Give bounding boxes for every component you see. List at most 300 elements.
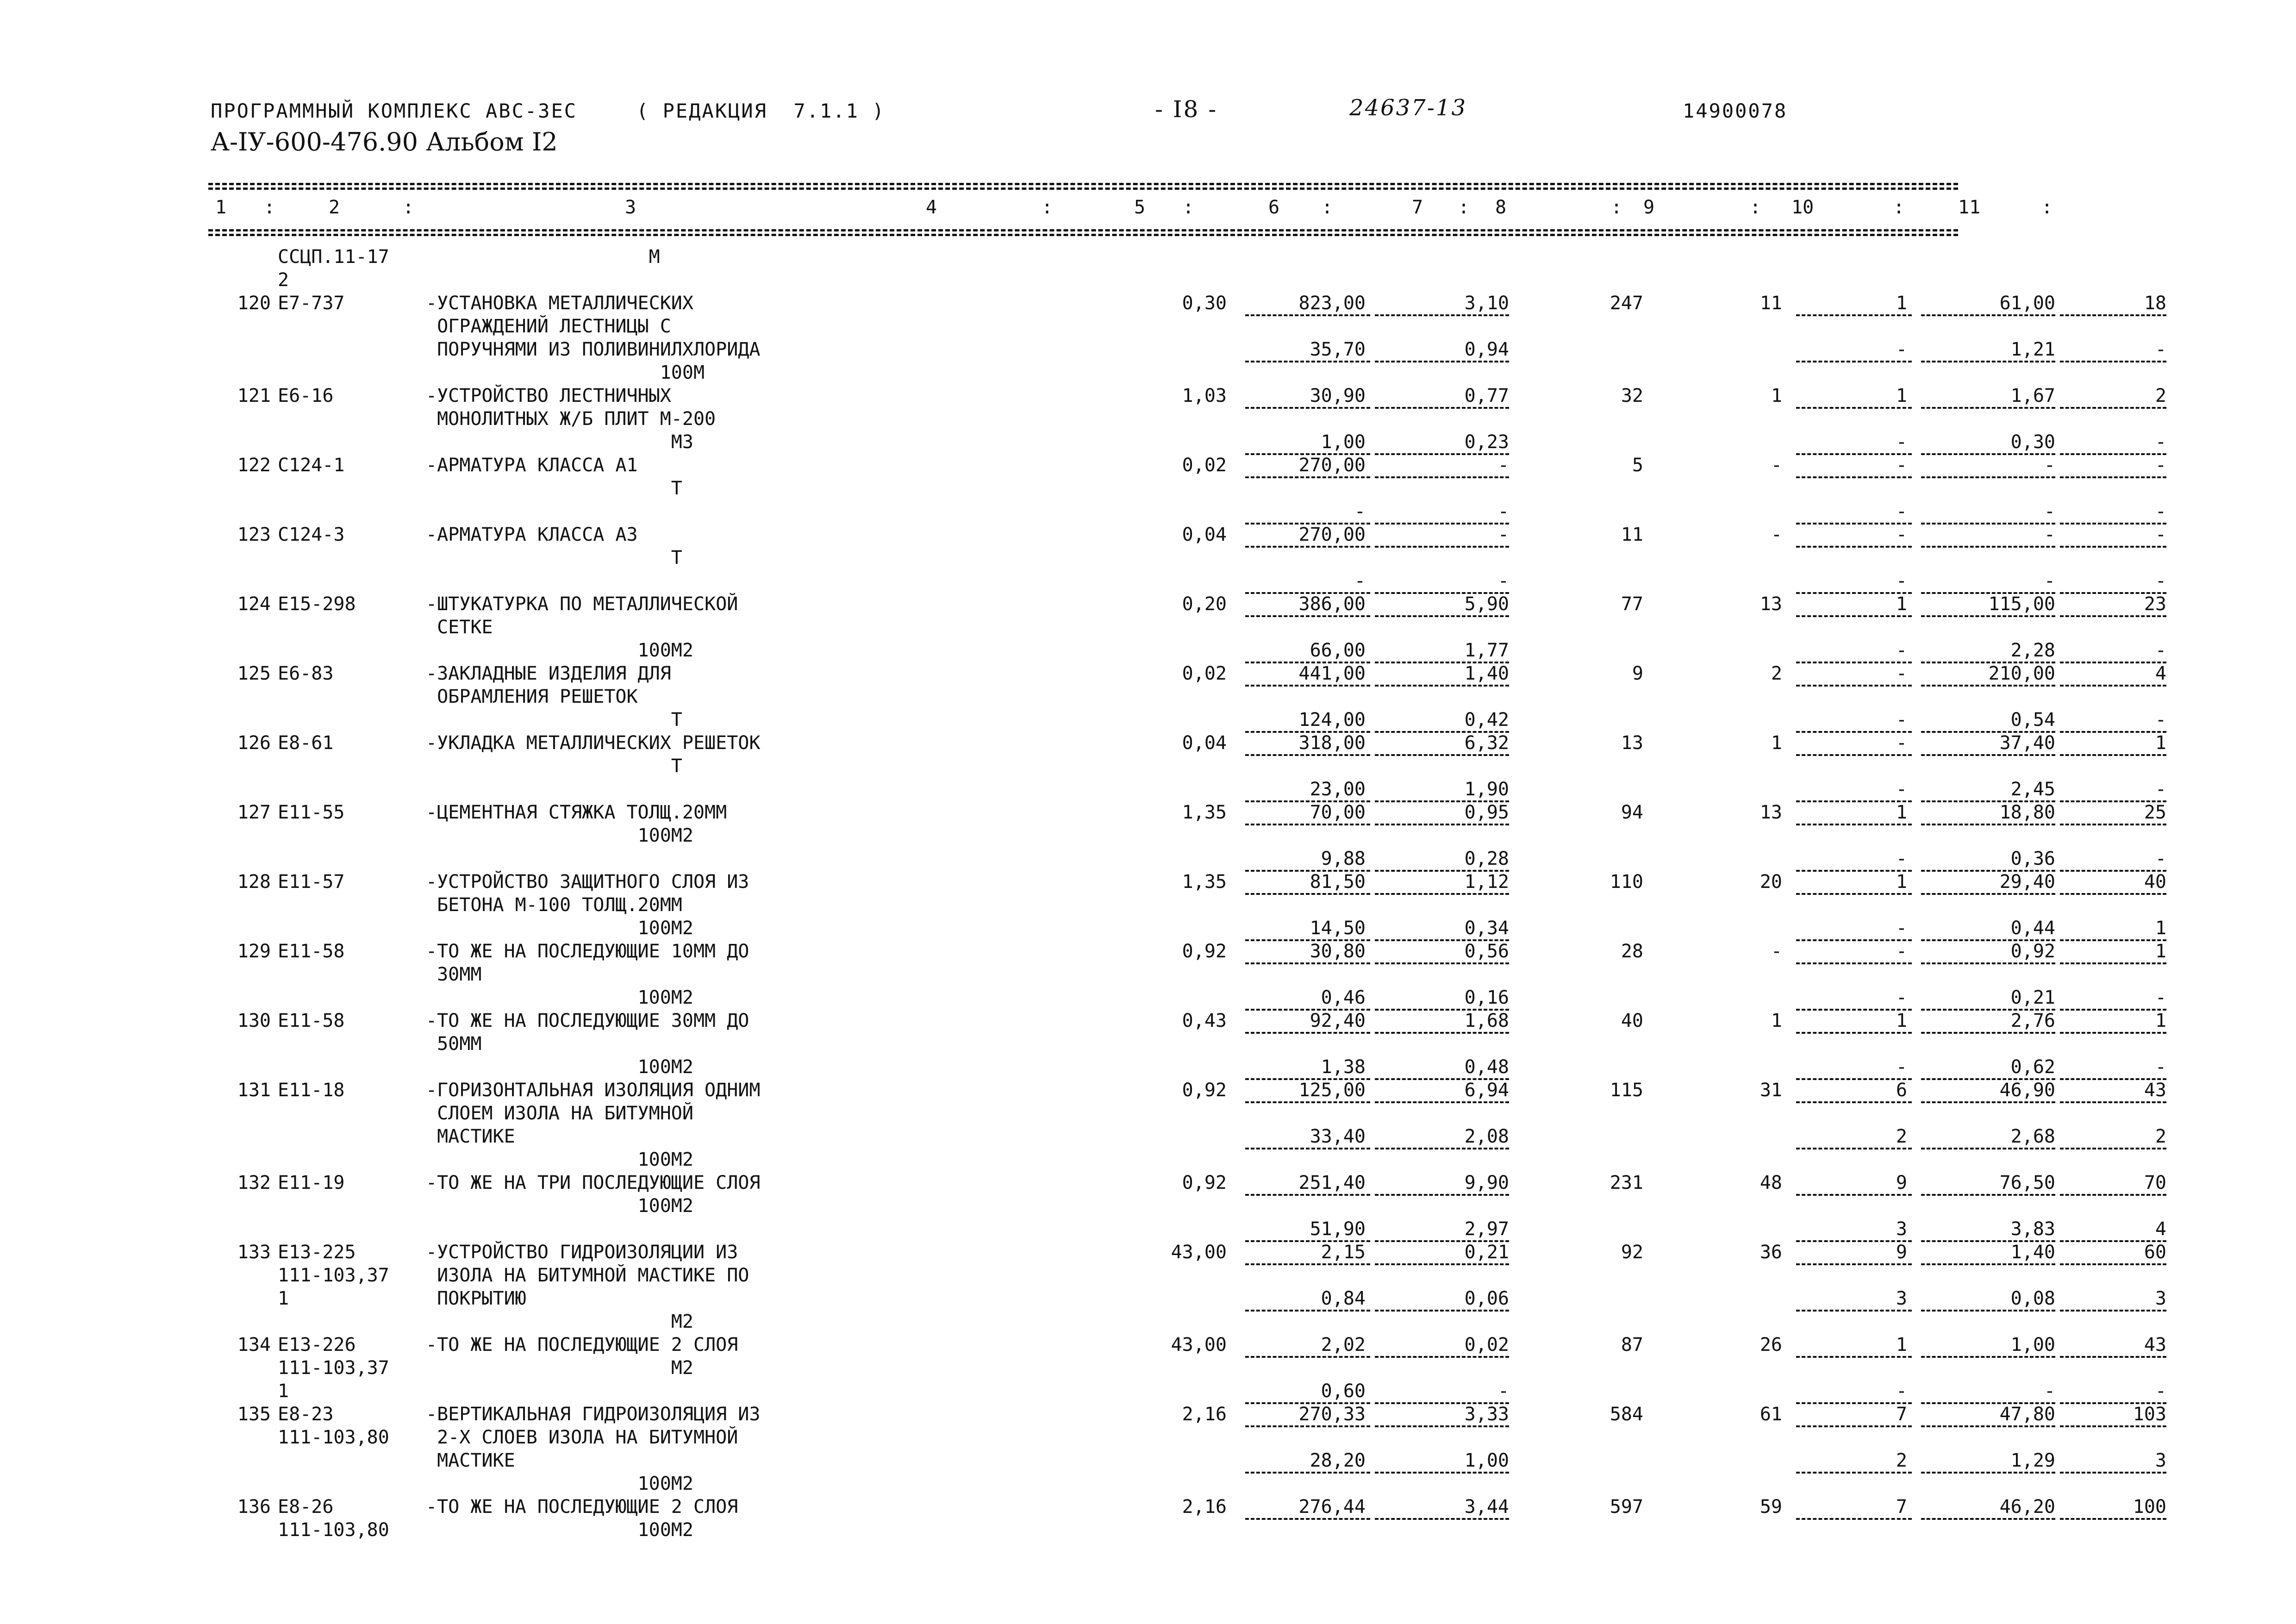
cell-c8: 1 — [1771, 732, 1782, 754]
cell-c1: 125 — [237, 663, 271, 684]
cell-c5: 270,00 — [1298, 524, 1366, 545]
cell-c11: 18 — [2144, 293, 2166, 314]
cell-c10: 0,44 — [2010, 918, 2055, 939]
cell-c3: МОНОЛИТНЫХ Ж/Б ПЛИТ М-200 — [426, 408, 716, 430]
cell-c3: БЕТОНА М-100 ТОЛЩ.20ММ — [426, 894, 682, 916]
cell-c11: 2 — [2155, 1126, 2166, 1147]
dash-separator — [2060, 1518, 2166, 1520]
dash-separator — [2060, 962, 2166, 964]
cell-c2: Е13-226 — [278, 1334, 356, 1355]
row-line — [208, 893, 1958, 917]
cell-c8: - — [1771, 524, 1782, 545]
cell-c11: - — [2155, 501, 2166, 522]
cell-c9: 9 — [1896, 1172, 1907, 1193]
dash-separator — [2060, 1472, 2166, 1474]
dash-separator — [2060, 615, 2166, 617]
cell-c9: - — [1896, 339, 1907, 360]
cell-c10: 37,40 — [1999, 732, 2055, 754]
dash-separator — [2060, 1032, 2166, 1034]
cell-c10: - — [2044, 524, 2055, 545]
column-separator: : — [264, 197, 275, 218]
cell-c11: 2 — [2155, 385, 2166, 406]
cell-c4: 2,16 — [1182, 1404, 1227, 1425]
cell-c10: - — [2044, 501, 2055, 522]
cell-c11: 43 — [2144, 1334, 2166, 1355]
cell-c4: 0,02 — [1182, 663, 1227, 684]
row-line — [208, 685, 1958, 708]
cell-c5: 23,00 — [1310, 779, 1366, 800]
cell-c11: - — [2155, 640, 2166, 661]
cell-c9: 1 — [1896, 802, 1907, 823]
cell-c4: 43,00 — [1171, 1334, 1227, 1355]
cell-c10: 2,68 — [2010, 1126, 2055, 1147]
cell-c10: 46,90 — [1999, 1080, 2055, 1101]
cell-c3: МАСТИКЕ — [426, 1450, 515, 1471]
cell-c1: 124 — [237, 593, 271, 615]
row-line — [208, 292, 2166, 315]
cell-c2: Е8-23 — [278, 1404, 334, 1425]
cell-c1: 136 — [237, 1496, 271, 1518]
cell-c9: - — [1896, 431, 1907, 453]
cell-c10: - — [2044, 1380, 2055, 1402]
cell-c6: 0,23 — [1464, 431, 1509, 453]
cell-c4: 0,02 — [1182, 455, 1227, 476]
cell-c7: 584 — [1610, 1404, 1643, 1425]
column-separator: : — [1611, 197, 1622, 218]
dash-separator — [2060, 1356, 2166, 1358]
cell-c4: 0,20 — [1182, 593, 1227, 615]
cell-c5: 0,84 — [1321, 1288, 1366, 1309]
row-line — [208, 917, 2166, 940]
cell-c6: 0,28 — [1464, 848, 1509, 869]
cell-c10: 0,30 — [2010, 431, 2055, 453]
row-line — [208, 639, 2166, 662]
column-header-7: 7 — [1412, 197, 1423, 218]
cell-c3: -УКЛАДКА МЕТАЛЛИЧЕСКИХ РЕШЕТОК — [426, 732, 761, 754]
cell-c6: 6,32 — [1464, 732, 1509, 754]
row-line — [208, 269, 1958, 292]
row-line — [208, 1218, 2166, 1241]
table-row — [208, 1241, 2166, 1333]
table-row — [208, 731, 2166, 801]
cell-c3: -ГОРИЗОНТАЛЬНАЯ ИЗОЛЯЦИЯ ОДНИМ — [426, 1080, 761, 1101]
cell-c7: 87 — [1621, 1334, 1643, 1355]
cell-c3: 100М2 — [426, 918, 693, 939]
table-row — [208, 384, 2166, 454]
row-line — [208, 546, 1958, 569]
column-header-8: 8 — [1495, 197, 1507, 218]
row-line — [208, 1403, 2166, 1426]
cell-c7: 28 — [1621, 941, 1643, 962]
cell-c9: - — [1896, 732, 1907, 754]
page-header — [211, 95, 1831, 127]
cell-c10: 61,00 — [1999, 293, 2055, 314]
cell-c6: 3,33 — [1464, 1404, 1509, 1425]
cell-c4: 0,04 — [1182, 524, 1227, 545]
cell-c11: 70 — [2144, 1172, 2166, 1193]
cell-c6: 1,77 — [1464, 640, 1509, 661]
dash-separator — [2060, 754, 2166, 756]
cell-c8: 13 — [1759, 802, 1782, 823]
cell-c8: - — [1771, 455, 1782, 476]
dash-separator — [2060, 1310, 2166, 1312]
cell-c5: - — [1354, 570, 1366, 592]
cell-c3: -УСТРОЙСТВО ЛЕСТНИЧНЫХ — [426, 385, 671, 406]
cell-c11: 1 — [2155, 941, 2166, 962]
cell-c4: 1,35 — [1182, 871, 1227, 893]
dash-separator — [2060, 1263, 2166, 1265]
cell-c5: 9,88 — [1321, 848, 1366, 869]
header-rule — [208, 229, 1958, 231]
column-separator: : — [403, 197, 414, 218]
cell-c8: 31 — [1759, 1080, 1782, 1101]
row-line — [208, 731, 2166, 755]
cell-c6: 1,90 — [1464, 779, 1509, 800]
cell-c5: 276,44 — [1298, 1496, 1366, 1518]
cell-c5: 441,00 — [1298, 663, 1366, 684]
cell-c11: 3 — [2155, 1450, 2166, 1471]
cell-c9: - — [1896, 663, 1907, 684]
dash-separator — [2060, 893, 2166, 895]
cell-c4: 1,35 — [1182, 802, 1227, 823]
cell-c10: - — [2044, 570, 2055, 592]
program-title: ПРОГРАММНЫЙ КОМПЛЕКС АВС-ЗЕС — [211, 100, 578, 122]
cell-c5: 33,40 — [1310, 1126, 1366, 1147]
cell-c3: 2-Х СЛОЕВ ИЗОЛА НА БИТУМНОЙ — [426, 1427, 738, 1448]
cell-c10: - — [2044, 455, 2055, 476]
cell-c7: 13 — [1621, 732, 1643, 754]
cell-c10: 76,50 — [1999, 1172, 2055, 1193]
column-separator: : — [2041, 197, 2053, 218]
cell-c6: - — [1497, 570, 1509, 592]
cell-c4: 0,04 — [1182, 732, 1227, 754]
cell-c5: 125,00 — [1298, 1080, 1366, 1101]
cell-c10: 1,40 — [2010, 1242, 2055, 1263]
cell-c9: - — [1896, 1056, 1907, 1078]
table-row — [208, 1495, 2166, 1542]
cell-c2: Е11-18 — [278, 1080, 345, 1101]
cell-c11: 40 — [2144, 871, 2166, 893]
cell-c5: 0,60 — [1321, 1380, 1366, 1402]
cell-c11: - — [2155, 848, 2166, 869]
cell-c3: М2 — [426, 1357, 693, 1379]
cell-c4: 0,92 — [1182, 1172, 1227, 1193]
dash-separator — [2060, 476, 2166, 478]
row-line — [208, 593, 2166, 616]
cell-c2: 1 — [278, 1288, 289, 1309]
row-line — [208, 778, 2166, 801]
cell-c2: Е8-61 — [278, 732, 334, 754]
table-row — [208, 1333, 2166, 1403]
cell-c11: 1 — [2155, 1010, 2166, 1031]
cell-c11: - — [2155, 987, 2166, 1008]
cell-c11: 1 — [2155, 918, 2166, 939]
cell-c11: - — [2155, 1056, 2166, 1078]
cell-c10: 1,29 — [2010, 1450, 2055, 1471]
cell-c8: 48 — [1759, 1172, 1782, 1193]
cell-c10: 2,28 — [2010, 640, 2055, 661]
cell-c9: - — [1896, 779, 1907, 800]
cell-c7: 32 — [1621, 385, 1643, 406]
cell-c6: 1,12 — [1464, 871, 1509, 893]
cell-c6: - — [1497, 1380, 1509, 1402]
cell-c9: 3 — [1896, 1218, 1907, 1240]
row-line — [208, 963, 1958, 986]
cell-c7: 115 — [1610, 1080, 1643, 1101]
table-row — [208, 870, 2166, 940]
table-row — [208, 801, 2166, 870]
table-row — [208, 245, 1958, 292]
cell-c10: 0,21 — [2010, 987, 2055, 1008]
cell-c6: 1,40 — [1464, 663, 1509, 684]
cell-c1: 121 — [237, 385, 271, 406]
cell-c2: Е15-298 — [278, 593, 356, 615]
cell-c10: 29,40 — [1999, 871, 2055, 893]
row-line — [208, 361, 1958, 384]
cell-c2: 1 — [278, 1380, 289, 1402]
cell-c7: 5 — [1632, 455, 1643, 476]
column-separator: : — [1322, 197, 1333, 218]
cell-c6: 1,68 — [1464, 1010, 1509, 1031]
cell-c3: -ШТУКАТУРКА ПО МЕТАЛЛИЧЕСКОЙ — [426, 593, 738, 615]
cell-c6: 0,02 — [1464, 1334, 1509, 1355]
row-line — [208, 1472, 1958, 1495]
cell-c2: 111-103,80 — [278, 1519, 389, 1541]
cell-c6: 9,90 — [1464, 1172, 1509, 1193]
cell-c9: - — [1896, 524, 1907, 545]
cell-c11: - — [2155, 1380, 2166, 1402]
row-line — [208, 1426, 1958, 1449]
dash-separator — [2060, 1101, 2166, 1103]
cell-c1: 120 — [237, 293, 271, 314]
cell-c3: ИЗОЛА НА БИТУМНОЙ МАСТИКЕ ПО — [426, 1265, 749, 1286]
cell-c5: 66,00 — [1310, 640, 1366, 661]
cell-c3: МАСТИКЕ — [426, 1126, 515, 1147]
row-line — [208, 870, 2166, 893]
row-line — [208, 708, 2166, 731]
cell-c2: Е8-26 — [278, 1496, 334, 1518]
cell-c5: - — [1354, 501, 1366, 522]
cell-c7: 110 — [1610, 871, 1643, 893]
cell-c3: СЛОЕМ ИЗОЛА НА БИТУМНОЙ — [426, 1103, 693, 1124]
cell-c3: -АРМАТУРА КЛАССА А3 — [426, 524, 638, 545]
cell-c11: 4 — [2155, 663, 2166, 684]
row-line — [208, 454, 2166, 477]
cell-c7: 92 — [1621, 1242, 1643, 1263]
cell-c3: Т — [426, 756, 682, 777]
cell-c8: 1 — [1771, 1010, 1782, 1031]
cell-c2: Е7-737 — [278, 293, 345, 314]
table-row — [208, 1171, 2166, 1241]
column-header-10: 10 — [1791, 197, 1814, 218]
cell-c1: 126 — [237, 732, 271, 754]
cell-c1: 134 — [237, 1334, 271, 1355]
column-separator: : — [1183, 197, 1194, 218]
cell-c2: 2 — [278, 269, 289, 291]
cell-c6: 1,00 — [1464, 1450, 1509, 1471]
cell-c8: - — [1771, 941, 1782, 962]
cell-c3: -ТО ЖЕ НА ПОСЛЕДУЮЩИЕ 30ММ ДО — [426, 1010, 749, 1031]
cell-c5: 28,20 — [1310, 1450, 1366, 1471]
cell-c6: - — [1497, 455, 1509, 476]
cell-c2: С124-1 — [278, 455, 345, 476]
cell-c9: - — [1896, 918, 1907, 939]
cell-c10: 3,83 — [2010, 1218, 2055, 1240]
cell-c10: 2,76 — [2010, 1010, 2055, 1031]
row-line — [208, 1333, 2166, 1356]
cell-c11: 43 — [2144, 1080, 2166, 1101]
cell-c3: 100М — [426, 362, 705, 383]
cell-c10: 1,67 — [2010, 385, 2055, 406]
cell-c2: 111-103,80 — [278, 1427, 389, 1448]
document-code: 14900078 — [1683, 100, 1788, 122]
top-rule-2 — [208, 187, 1958, 190]
cell-c3: ОБРАМЛЕНИЯ РЕШЕТОК — [426, 686, 638, 707]
cell-c11: - — [2155, 455, 2166, 476]
table-row — [208, 662, 2166, 731]
cell-c2: Е11-57 — [278, 871, 345, 893]
cell-c10: 210,00 — [1988, 663, 2055, 684]
cell-c2: С124-3 — [278, 524, 345, 545]
row-line — [208, 616, 1958, 639]
cell-c9: 1 — [1896, 385, 1907, 406]
cell-c6: 0,42 — [1464, 709, 1509, 731]
column-header-3: 3 — [625, 197, 636, 218]
cell-c4: 2,16 — [1182, 1496, 1227, 1518]
row-line — [208, 1287, 2166, 1310]
column-header-11: 11 — [1958, 197, 1981, 218]
cell-c3: 100М2 — [426, 1519, 693, 1541]
cell-c6: 0,48 — [1464, 1056, 1509, 1078]
cell-c9: - — [1896, 455, 1907, 476]
table-row — [208, 940, 2166, 1009]
cell-c10: 0,36 — [2010, 848, 2055, 869]
row-line — [208, 1449, 2166, 1472]
cell-c8: 11 — [1759, 293, 1782, 314]
cell-c5: 70,00 — [1310, 802, 1366, 823]
cell-c6: 0,95 — [1464, 802, 1509, 823]
column-separator: : — [1458, 197, 1470, 218]
cell-c3: 100М2 — [426, 1473, 693, 1494]
cell-c7: 9 — [1632, 663, 1643, 684]
dash-separator — [2060, 1148, 2166, 1149]
row-line — [208, 824, 1958, 847]
cell-c2: Е11-58 — [278, 1010, 345, 1031]
cell-c3: -ТО ЖЕ НА ПОСЛЕДУЮЩИЕ 2 СЛОЯ — [426, 1334, 738, 1355]
cell-c11: 1 — [2155, 732, 2166, 754]
cell-c1: 135 — [237, 1404, 271, 1425]
cell-c9: 2 — [1896, 1126, 1907, 1147]
cell-c3: -АРМАТУРА КЛАССА А1 — [426, 455, 638, 476]
row-line — [208, 338, 2166, 361]
cell-c3: -ЗАКЛАДНЫЕ ИЗДЕЛИЯ ДЛЯ — [426, 663, 671, 684]
cell-c7: 11 — [1621, 524, 1643, 545]
cell-c9: - — [1896, 941, 1907, 962]
cell-c10: 1,21 — [2010, 339, 2055, 360]
dash-separator — [2060, 1425, 2166, 1427]
row-line — [208, 1102, 1958, 1125]
cell-c6: - — [1497, 501, 1509, 522]
row-line — [208, 1009, 2166, 1032]
cell-c5: 14,50 — [1310, 918, 1366, 939]
cell-c5: 30,90 — [1310, 385, 1366, 406]
row-line — [208, 1125, 2166, 1148]
row-line — [208, 662, 2166, 685]
cell-c3: -УСТРОЙСТВО ГИДРОИЗОЛЯЦИИ ИЗ — [426, 1242, 738, 1263]
cell-c9: 7 — [1896, 1496, 1907, 1518]
cell-c10: 47,80 — [1999, 1404, 2055, 1425]
column-header-9: 9 — [1643, 197, 1655, 218]
dash-separator — [2060, 824, 2166, 825]
cell-c3: 100М2 — [426, 825, 693, 846]
cell-c3: М3 — [426, 431, 693, 453]
row-line — [208, 847, 2166, 870]
row-line — [208, 500, 2166, 523]
cell-c6: 0,16 — [1464, 987, 1509, 1008]
cell-c10: 18,80 — [1999, 802, 2055, 823]
cell-c1: 128 — [237, 871, 271, 893]
cell-c4: 0,43 — [1182, 1010, 1227, 1031]
cell-c3: ПОКРЫТИЮ — [426, 1288, 526, 1309]
cell-c11: 103 — [2133, 1404, 2166, 1425]
cell-c1: 133 — [237, 1242, 271, 1263]
cell-c10: 1,00 — [2010, 1334, 2055, 1355]
row-line — [208, 1518, 1958, 1542]
table-row — [208, 1403, 2166, 1495]
cell-c3: -ТО ЖЕ НА ПОСЛЕДУЮЩИЕ 10ММ ДО — [426, 941, 749, 962]
cell-c5: 270,00 — [1298, 455, 1366, 476]
row-line — [208, 755, 1958, 778]
cell-c5: 30,80 — [1310, 941, 1366, 962]
cell-c11: 3 — [2155, 1288, 2166, 1309]
cell-c2: Е11-19 — [278, 1172, 345, 1193]
dash-separator — [2060, 546, 2166, 548]
cell-c5: 51,90 — [1310, 1218, 1366, 1240]
cell-c2: ССЦП.11-17 — [278, 246, 389, 268]
column-header-4: 4 — [926, 197, 937, 218]
column-header-2: 2 — [329, 197, 340, 218]
cell-c5: 386,00 — [1298, 593, 1366, 615]
cell-c7: 94 — [1621, 802, 1643, 823]
dash-separator — [2060, 314, 2166, 316]
cell-c9: 3 — [1896, 1288, 1907, 1309]
cell-c9: 6 — [1896, 1080, 1907, 1101]
cell-c7: 77 — [1621, 593, 1643, 615]
cell-c9: - — [1896, 1380, 1907, 1402]
cell-c3: 100М2 — [426, 987, 693, 1008]
row-line — [208, 940, 2166, 963]
cell-c6: 3,44 — [1464, 1496, 1509, 1518]
cell-c11: - — [2155, 524, 2166, 545]
cell-c5: 823,00 — [1298, 293, 1366, 314]
cell-c10: 115,00 — [1988, 593, 2055, 615]
handwritten-number: 24637-13 — [1349, 95, 1467, 121]
cell-c5: 0,46 — [1321, 987, 1366, 1008]
cell-c9: 1 — [1896, 1010, 1907, 1031]
cell-c2: Е6-83 — [278, 663, 334, 684]
cell-c9: - — [1896, 987, 1907, 1008]
cell-c9: 1 — [1896, 293, 1907, 314]
cell-c5: 270,33 — [1298, 1404, 1366, 1425]
cell-c3: -ТО ЖЕ НА ТРИ ПОСЛЕДУЮЩИЕ СЛОЯ — [426, 1172, 761, 1193]
cell-c3: -УСТАНОВКА МЕТАЛЛИЧЕСКИХ — [426, 293, 693, 314]
row-line — [208, 1241, 2166, 1264]
table-row — [208, 593, 2166, 662]
row-line — [208, 1380, 2166, 1403]
cell-c2: Е13-225 — [278, 1242, 356, 1263]
cell-c8: 26 — [1759, 1334, 1782, 1355]
column-header-6: 6 — [1268, 197, 1280, 218]
